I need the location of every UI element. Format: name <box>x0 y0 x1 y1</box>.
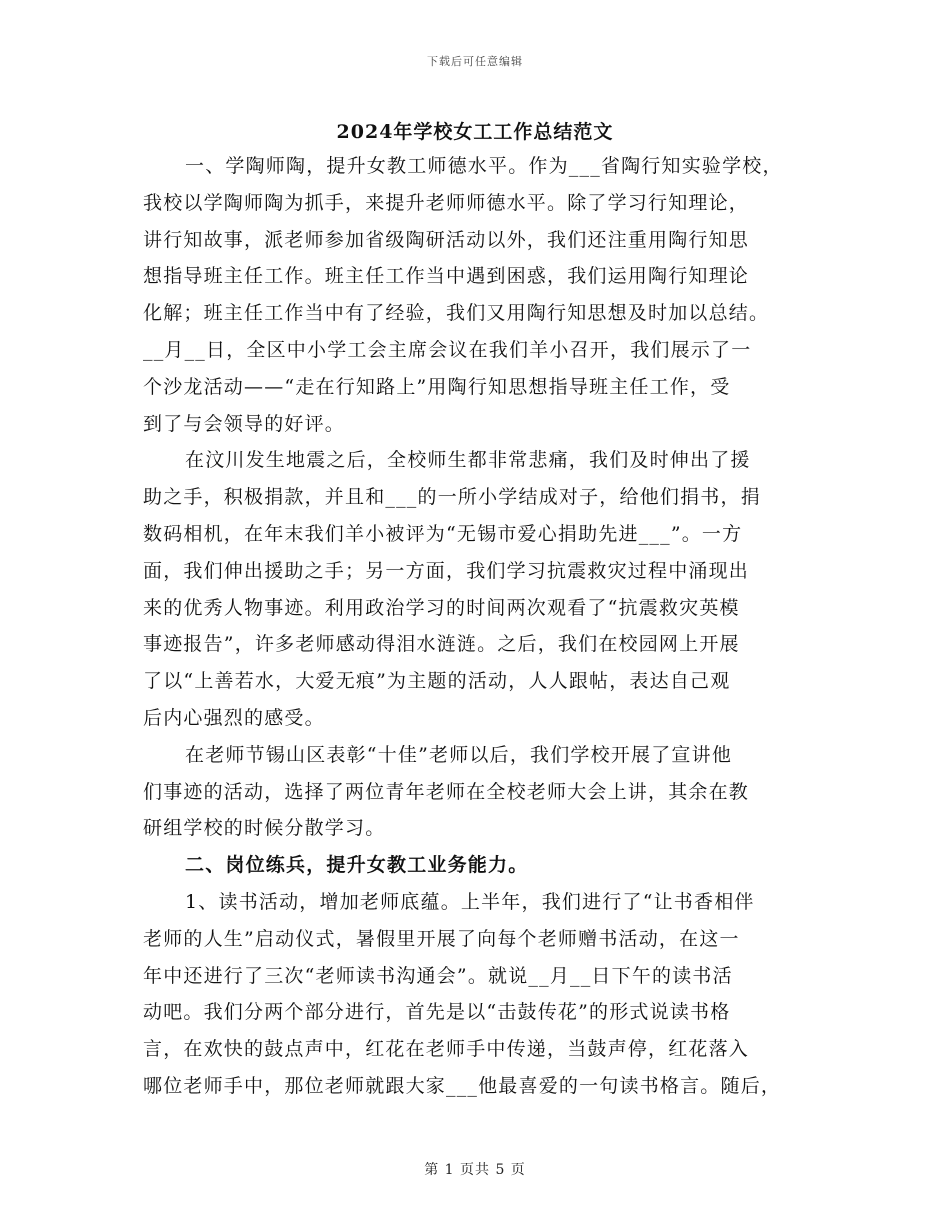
body-line: 哪位老师手中，那位老师就跟大家___他最喜爱的一句读书格言。随后， <box>143 1074 782 1097</box>
body-line: 们事迹的活动，选择了两位青年老师在全校老师大会上讲，其余在教 <box>143 780 750 803</box>
body-line: 到了与会领导的好评。 <box>143 412 346 435</box>
body-line: __月__日，全区中小学工会主席会议在我们羊小召开，我们展示了一 <box>143 338 752 361</box>
section-heading: 二、岗位练兵，提升女教工业务能力。 <box>185 854 529 877</box>
body-line: 后内心强烈的感受。 <box>143 706 325 729</box>
body-line: 在汶川发生地震之后，全校师生都非常悲痛，我们及时伸出了援 <box>185 449 751 472</box>
body-line: 想指导班主任工作。班主任工作当中遇到困惑，我们运用陶行知理论 <box>143 265 750 288</box>
body-line: 了以“上善若水，大爱无痕”为主题的活动，人人跟帖，表达自己观 <box>143 670 731 693</box>
body-line: 在老师节锡山区表彰“十佳”老师以后，我们学校开展了宣讲他 <box>185 743 733 766</box>
body-line: 讲行知故事，派老师参加省级陶研活动以外，我们还注重用陶行知思 <box>143 228 750 251</box>
body-line: 言，在欢快的鼓点声中，红花在老师手中传递，当鼓声停，红花落入 <box>143 1038 750 1061</box>
body-line: 年中还进行了三次“老师读书沟通会”。就说__月__日下午的读书活 <box>143 964 733 987</box>
body-line: 研组学校的时候分散学习。 <box>143 817 386 840</box>
body-line: 数码相机，在年末我们羊小被评为“无锡市爱心捐助先进___”。一方 <box>143 522 743 545</box>
body-line: 助之手，积极捐款，并且和___的一所小学结成对子，给他们捐书，捐 <box>143 486 761 509</box>
body-line: 1、读书活动，增加老师底蕴。上半年，我们进行了“让书香相伴 <box>185 890 755 913</box>
body-line: 个沙龙活动——“走在行知路上”用陶行知思想指导班主任工作，受 <box>143 375 731 398</box>
document-body <box>143 148 815 1105</box>
body-line: 面，我们伸出援助之手；另一方面，我们学习抗震救灾过程中涌现出 <box>143 559 750 582</box>
body-line: 老师的人生”启动仪式，暑假里开展了向每个老师赠书活动，在这一 <box>143 927 740 950</box>
page-footer: 第 1 页共 5 页 <box>424 1162 526 1178</box>
body-line: 我校以学陶师陶为抓手，来提升老师师德水平。除了学习行知理论， <box>143 191 750 214</box>
body-line: 一、学陶师陶，提升女教工师德水平。作为___省陶行知实验学校， <box>185 155 783 177</box>
document-title: 2024年学校女工工作总结范文 <box>336 121 614 143</box>
page-header: 下载后可任意编辑 <box>427 55 523 68</box>
body-line: 化解；班主任工作当中有了经验，我们又用陶行知思想及时加以总结。 <box>143 302 770 325</box>
body-line: 动吧。我们分两个部分进行，首先是以“击鼓传花”的形式说读书格 <box>143 1001 731 1024</box>
body-line: 事迹报告”，许多老师感动得泪水涟涟。之后，我们在校园网上开展 <box>143 633 740 656</box>
body-line: 来的优秀人物事迹。利用政治学习的时间两次观看了“抗震救灾英模 <box>143 596 740 619</box>
